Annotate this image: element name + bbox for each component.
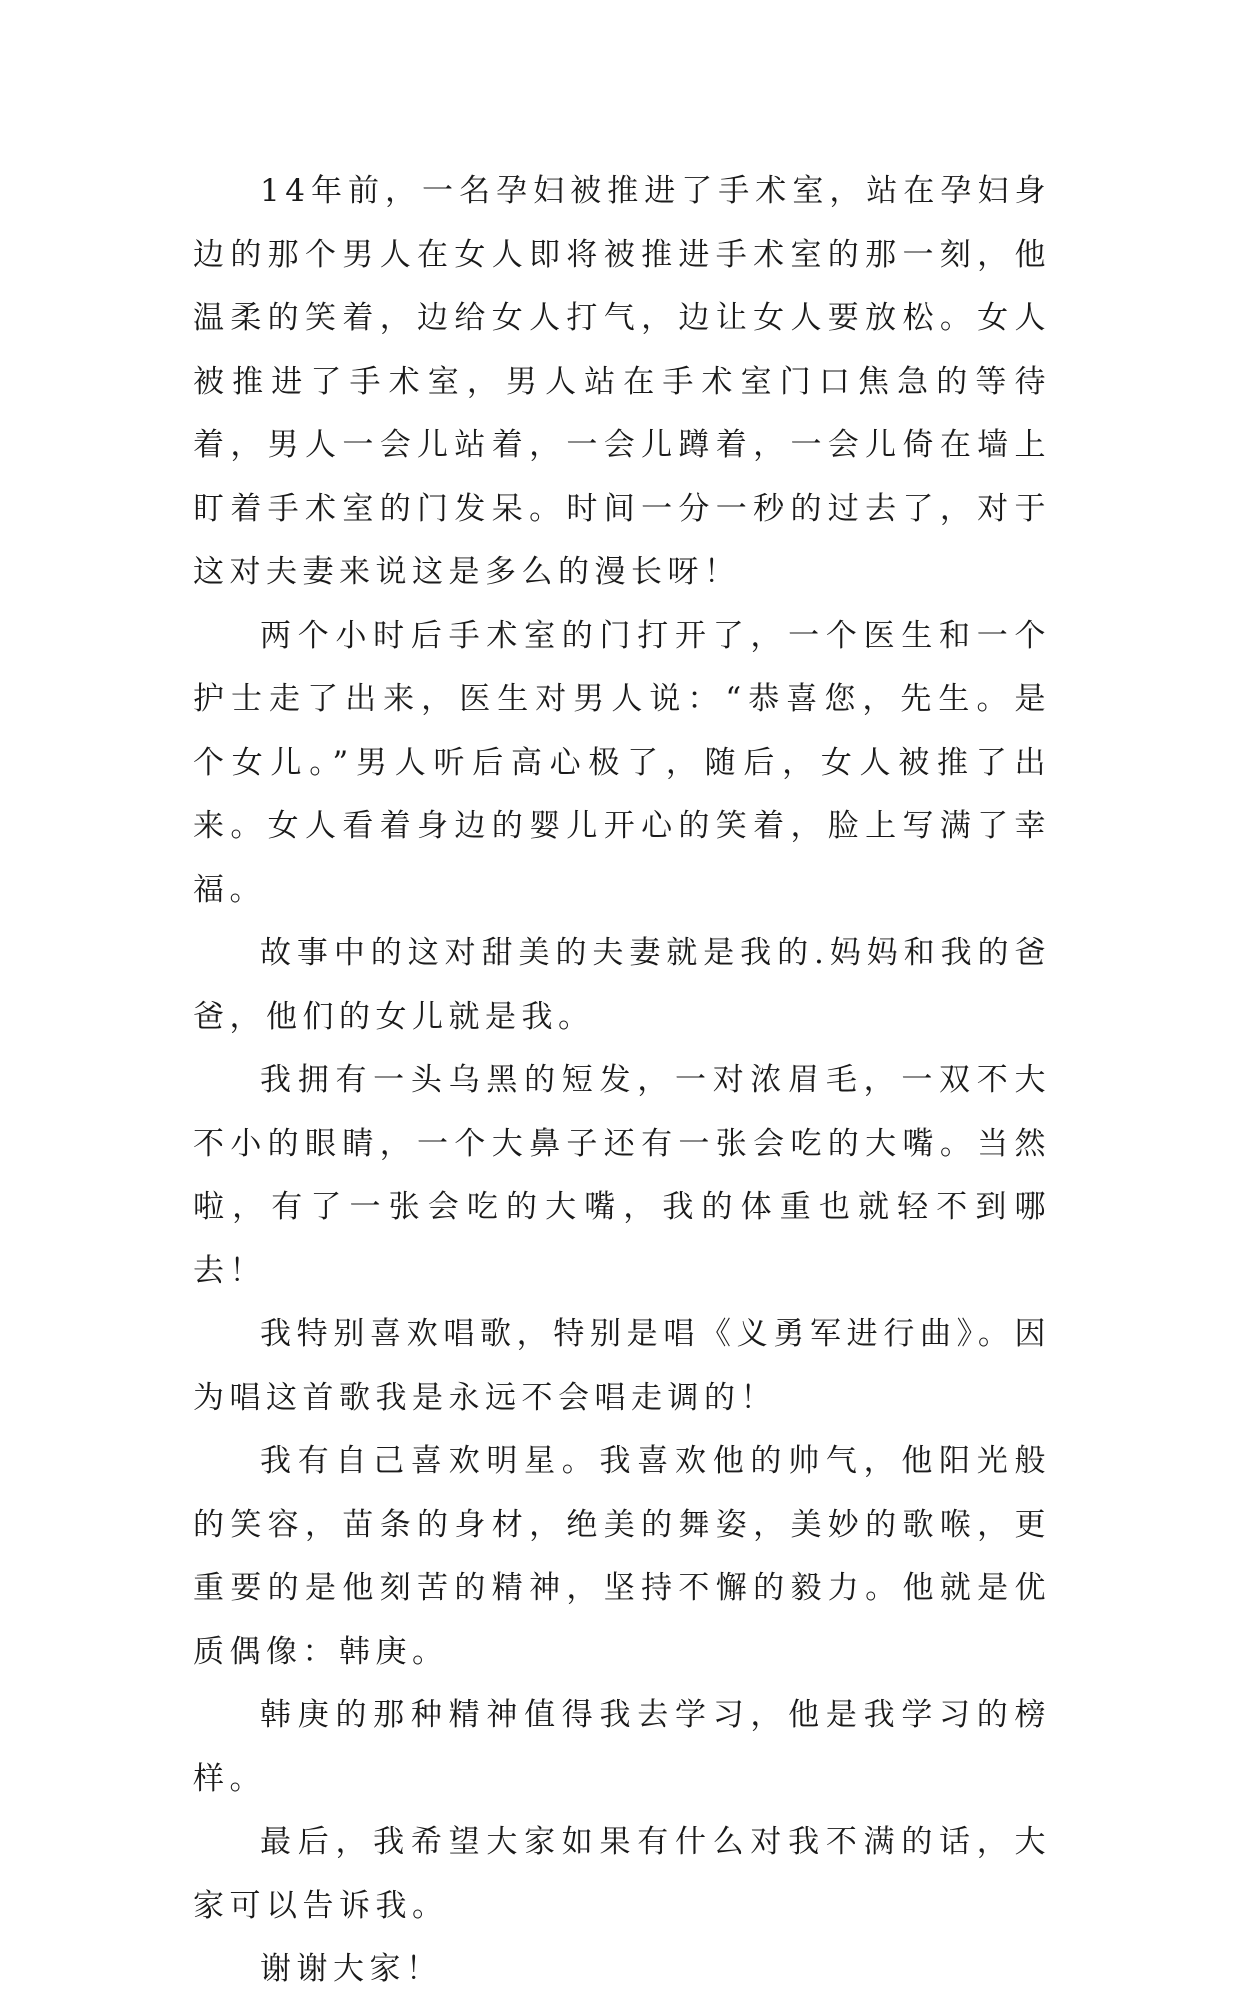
paragraph-closing-request: 最后，我希望大家如果有什么对我不满的话，大家可以告诉我。: [193, 1824, 1051, 1924]
paragraph-role-model: 韩庚的那种精神值得我去学习，他是我学习的榜样。: [193, 1697, 1051, 1797]
paragraph-appearance: 我拥有一头乌黑的短发，一对浓眉毛，一双不大不小的眼睛，一个大鼻子还有一张会吃的大嘴。当然啦，有了一张会吃的大嘴，我的体重也就轻不到哪去！: [193, 1062, 1051, 1289]
document-body: [193, 160, 1051, 2002]
paragraph-favorite-star: 我有自己喜欢明星。我喜欢他的帅气，他阳光般的笑容，苗条的身材，绝美的舞姿，美妙的歌喉，更重要的是他刻苦的精神，坚持不懈的毅力。他就是优质偶像：韩庚。: [193, 1443, 1051, 1670]
paragraph-birth-story: 14年前，一名孕妇被推进了手术室，站在孕妇身边的那个男人在女人即将被推进手术室的那一刻，他温柔的笑着，边给女人打气，边让女人要放松。女人被推进了手术室，男人站在手术室门口焦急的等待着，男人一会儿站着，一会儿蹲着，一会儿倚在墙上盯着手术室的门发呆。时间一分一秒的过去了，对于这对夫妻来说这是多么的漫长呀！: [193, 173, 1051, 590]
paragraph-thanks: 谢谢大家！: [260, 1951, 443, 1987]
paragraph-parents-reveal: 故事中的这对甜美的夫妻就是我的.妈妈和我的爸爸，他们的女儿就是我。: [193, 935, 1051, 1035]
paragraph-doctor-announcement: 两个小时后手术室的门打开了，一个医生和一个护士走了出来，医生对男人说：“恭喜您，先生。是个女儿。”男人听后高心极了，随后，女人被推了出来。女人看着身边的婴儿开心的笑着，脸上写满了幸福。: [193, 617, 1051, 908]
paragraph-singing: 我特别喜欢唱歌，特别是唱《义勇军进行曲》。因为唱这首歌我是永远不会唱走调的！: [193, 1316, 1051, 1416]
